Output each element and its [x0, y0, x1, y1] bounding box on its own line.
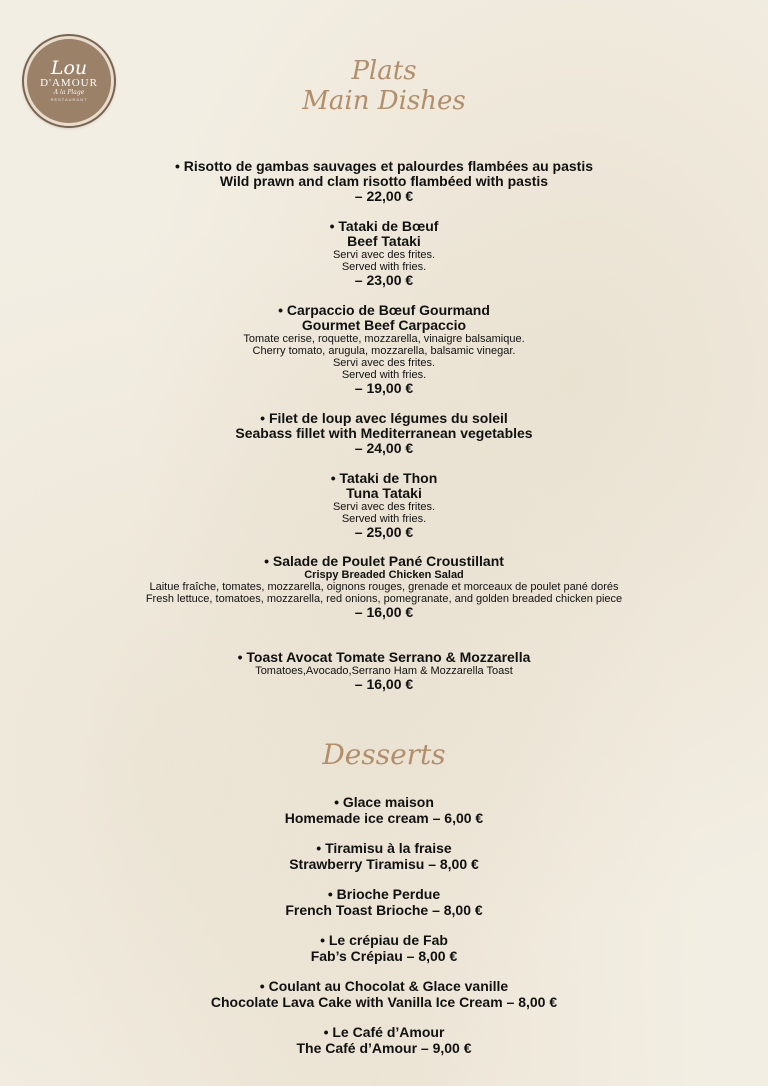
logo-line-2: D'AMOUR — [40, 77, 98, 89]
item-price: – 24,00 € — [354, 440, 414, 456]
item-desc: Tomate cerise, roquette, mozzarella, vinaigre balsamique. — [243, 333, 525, 345]
dessert-item — [0, 932, 768, 964]
desserts-title: Desserts — [322, 738, 446, 771]
logo-line-4: RESTAURANT — [50, 97, 88, 102]
item-title-fr: • Filet de loup avec légumes du soleil — [260, 410, 508, 426]
dessert-en: Homemade ice cream – 6,00 € — [284, 810, 484, 826]
menu-item-beef-carpaccio — [0, 303, 768, 396]
item-title-fr: • Risotto de gambas sauvages et palourdes flambées au pastis — [174, 158, 594, 174]
menu-item-risotto — [0, 159, 768, 204]
logo-line-3: A la Plage — [53, 89, 85, 96]
menu-item-tuna-tataki — [0, 471, 768, 540]
item-price: – 23,00 € — [354, 272, 414, 288]
dessert-fr: • Glace maison — [334, 794, 434, 810]
item-title-fr: • Salade de Poulet Pané Croustillant — [264, 553, 504, 569]
desserts-list — [0, 794, 768, 1056]
dessert-fr: • Brioche Perdue — [327, 886, 441, 902]
item-title-en: Beef Tataki — [347, 233, 421, 249]
dessert-en: Fab’s Crépiau – 8,00 € — [310, 948, 458, 964]
menu-item-chicken-salad — [0, 554, 768, 620]
item-desc: Cherry tomato, arugula, mozzarella, balsamic vinegar. — [252, 345, 516, 357]
item-desc: Tomatoes,Avocado,Serrano Ham & Mozzarella Toast — [255, 665, 513, 677]
dessert-item — [0, 886, 768, 918]
item-title-fr: • Carpaccio de Bœuf Gourmand — [278, 302, 490, 318]
item-price: – 19,00 € — [354, 380, 414, 396]
dessert-en: Strawberry Tiramisu – 8,00 € — [289, 856, 479, 872]
dessert-item — [0, 1024, 768, 1056]
dessert-item — [0, 978, 768, 1010]
logo-line-1: Lou — [50, 57, 88, 79]
main-dishes-title: Main Dishes — [302, 86, 466, 116]
item-title-fr: • Tataki de Bœuf — [329, 218, 439, 234]
dessert-en: French Toast Brioche – 8,00 € — [285, 902, 483, 918]
main-dishes-heading — [0, 56, 768, 116]
main-dishes-list — [0, 159, 768, 692]
dessert-fr: • Le crépiau de Fab — [320, 932, 448, 948]
item-desc: Servi avec des frites. — [332, 249, 436, 261]
item-price: – 22,00 € — [354, 188, 414, 204]
dessert-item — [0, 840, 768, 872]
item-desc: Served with fries. — [341, 513, 427, 525]
item-desc: Fresh lettuce, tomatoes, mozzarella, red onions, pomegranate, and golden breaded chicken piece — [145, 593, 623, 605]
menu-item-seabass — [0, 411, 768, 456]
item-title-fr: • Tataki de Thon — [330, 470, 438, 486]
item-title-en: Wild prawn and clam risotto flambéed with pastis — [219, 173, 549, 189]
dessert-fr: • Tiramisu à la fraise — [316, 840, 452, 856]
item-title-en: Tuna Tataki — [346, 485, 422, 501]
item-desc: Servi avec des frites. — [332, 357, 436, 369]
dessert-en: The Café d’Amour – 9,00 € — [296, 1040, 472, 1056]
menu-item-avocado-toast — [0, 650, 768, 692]
item-title-en: Seabass fillet with Mediterranean vegetables — [235, 425, 533, 441]
dessert-en: Chocolate Lava Cake with Vanilla Ice Cream – 8,00 € — [210, 994, 558, 1010]
item-price: – 16,00 € — [354, 604, 414, 620]
item-subtitle: Crispy Breaded Chicken Salad — [304, 569, 464, 581]
menu-item-beef-tataki — [0, 219, 768, 288]
item-title-en: Gourmet Beef Carpaccio — [301, 317, 467, 333]
plats-title: Plats — [351, 56, 417, 86]
dessert-item — [0, 794, 768, 826]
item-price: – 16,00 € — [354, 676, 414, 692]
item-desc: Served with fries. — [341, 261, 427, 273]
dessert-fr: • Le Café d’Amour — [323, 1024, 445, 1040]
item-title-fr: • Toast Avocat Tomate Serrano & Mozzarella — [237, 649, 531, 665]
item-desc: Laitue fraîche, tomates, mozzarella, oignons rouges, grenade et morceaux de poulet pané dorés — [149, 581, 619, 593]
item-price: – 25,00 € — [354, 524, 414, 540]
dessert-fr: • Coulant au Chocolat & Glace vanille — [259, 978, 509, 994]
item-desc: Servi avec des frites. — [332, 501, 436, 513]
item-desc: Served with fries. — [341, 369, 427, 381]
